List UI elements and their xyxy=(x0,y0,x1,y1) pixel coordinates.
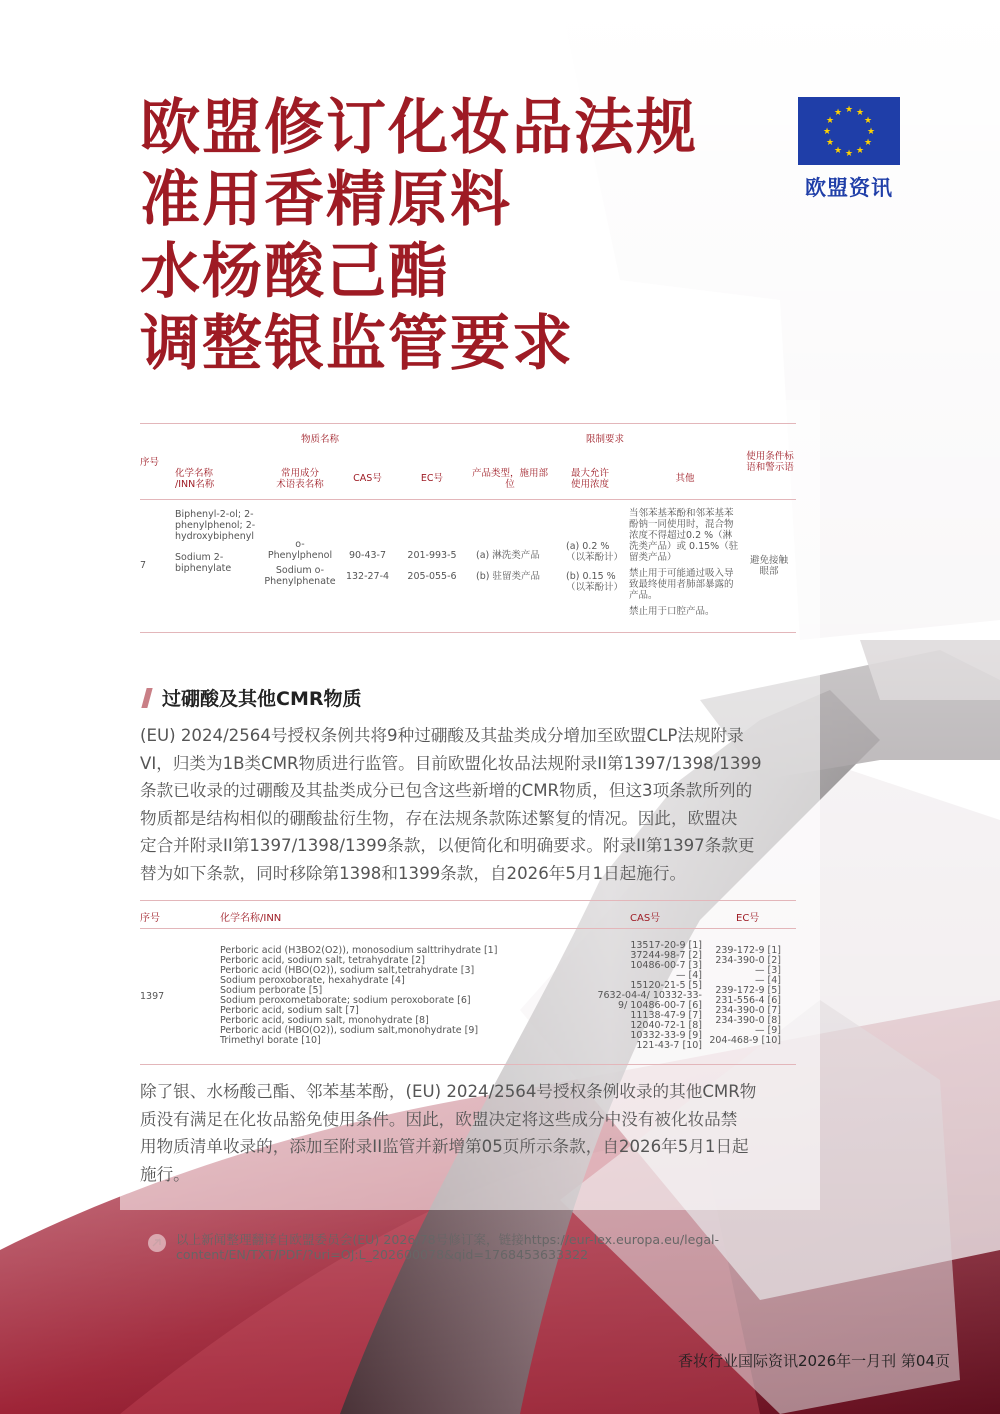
group-header-substance: 物质名称 xyxy=(300,434,339,445)
list-item: Sodium peroxometaborate; sodium peroxoborate [6] xyxy=(220,995,471,1006)
list-item: 10332-33-9 [9] xyxy=(630,1030,702,1041)
col-product-type: 产品类型，施用部 位 xyxy=(471,468,548,490)
svg-text:★: ★ xyxy=(866,127,876,137)
list-item: Perboric acid (HBO(O2)), sodium salt,tetrahydrate [3] xyxy=(220,965,475,976)
svg-text:★: ★ xyxy=(844,105,854,115)
list-item: Perboric acid (HBO(O2)), sodium salt,monohydrate [9] xyxy=(220,1025,479,1036)
col-common-name: 常用成分 术语表名称 xyxy=(276,468,324,490)
list-item: 234-390-0 [7] xyxy=(715,1005,781,1016)
row-ec: 201-993-5 205-055-6 xyxy=(407,550,457,582)
col-ec: EC号 xyxy=(736,913,760,924)
col-cas: CAS号 xyxy=(630,913,661,924)
eu-flag-icon xyxy=(798,97,900,165)
svg-text:★: ★ xyxy=(863,138,873,148)
title-line-4: 调整银监管要求 xyxy=(140,309,574,379)
table-rule xyxy=(140,499,796,500)
row-cas: 90-43-7 132-27-4 xyxy=(345,550,390,582)
col-conditions: 使用条件标 语和警示语 xyxy=(746,451,794,473)
section-title: 过硼酸及其他CMR物质 xyxy=(162,688,362,710)
row-serial: 7 xyxy=(140,560,147,571)
paragraph-1: (EU) 2024/2564号授权条例共将9种过硼酸及其盐类成分增加至欧盟CLP法规附录 VI，归类为1B类CMR物质进行监管。目前欧盟化妆品法规附录II第1397/1398/1399 条款已收录的过硼酸及其盐类成分已包含这些新增的CMR物质，但这3项条款所列的 物质都是结构相似的硼酸盐衍生物，存在法规条款陈述繁复的情况。因此，欧盟决 定合并附录II第1397/1398/1399条款，以便简化和明确要求。附录II第1397条款更 替为如下条款，同时移除第1398和1399条款，自2026年5月1日起施行。 xyxy=(140,726,762,883)
list-item: 10486-00-7 [3] xyxy=(630,960,702,971)
svg-text:★: ★ xyxy=(844,149,854,159)
table-rule xyxy=(140,900,796,901)
list-item: 37244-98-7 [2] xyxy=(630,950,702,961)
list-item: — [3] xyxy=(755,965,781,976)
row-serial: 1397 xyxy=(140,991,165,1002)
source-note: 以上新闻整理翻译自欧盟委员会(EU) 2026/78号修订案，链接https://eur-lex.europa.eu/legal- content/EN/TXT/PDF/?uri=OJ:L_202600078&qid=1768453633322 xyxy=(176,1232,720,1262)
list-item: Sodium peroxoborate, hexahydrate [4] xyxy=(220,975,405,986)
list-item: — [4] xyxy=(676,970,702,981)
list-item: 204-468-9 [10] xyxy=(709,1035,781,1046)
title-line-3: 水杨酸己酯 xyxy=(140,237,450,307)
list-item: 234-390-0 [8] xyxy=(715,1015,781,1026)
eu-news-label: 欧盟资讯 xyxy=(805,176,893,200)
ghost-label: 法规更新 xyxy=(676,301,773,326)
svg-text:★: ★ xyxy=(825,138,835,148)
page-footer: 香妆行业国际资讯2026年一月刊 第04页 xyxy=(677,1352,950,1370)
col-serial: 序号 xyxy=(140,913,160,924)
list-item: 239-172-9 [1] xyxy=(715,945,781,956)
list-item: — [4] xyxy=(755,975,781,986)
section-marker-icon xyxy=(141,688,152,708)
group-header-restriction: 限制要求 xyxy=(585,434,624,445)
list-item: 121-43-7 [10] xyxy=(636,1040,702,1051)
col-chem-name: 化学名称 /INN名称 xyxy=(175,468,215,490)
list-item: Perboric acid, sodium salt, monohydrate [8] xyxy=(220,1015,429,1026)
list-item: Trimethyl borate [10] xyxy=(220,1035,321,1046)
cas-list xyxy=(590,941,702,1051)
list-item: 9/ 10486-00-7 [6] xyxy=(618,1000,702,1011)
list-item: 239-172-9 [5] xyxy=(715,985,781,996)
row-common-name: o- Phenylphenol Sodium o- Phenylphenate xyxy=(264,539,336,587)
table-rule xyxy=(140,928,796,929)
col-cas: CAS号 xyxy=(353,473,382,484)
list-item: 13517-20-9 [1] xyxy=(630,940,702,951)
title-line-1: 欧盟修订化妆品法规 xyxy=(140,93,698,163)
table-rule xyxy=(140,423,796,424)
table-rule xyxy=(140,632,796,633)
perborate-table xyxy=(140,900,796,1066)
name-list xyxy=(220,946,497,1046)
list-item: 15120-21-5 [5] xyxy=(630,980,702,991)
col-ec: EC号 xyxy=(420,473,444,484)
paragraph-2: 除了银、水杨酸己酯、邻苯基苯酚，(EU) 2024/2564号授权条例收录的其他CMR物 质没有满足在化妆品豁免使用条件。因此，欧盟决定将这些成分中没有被化妆品禁 用物质清单收录的，添加至附录II监管并新增第05页所示条款，自2026年5月1日起 施行。 xyxy=(140,1082,757,1184)
svg-text:★: ★ xyxy=(822,127,832,137)
list-item: 11138-47-9 [7] xyxy=(630,1010,702,1021)
list-item: 12040-72-1 [8] xyxy=(630,1020,702,1031)
row-other: 当邻苯基苯酚和邻苯基苯 酚钠一同使用时，混合物 浓度不得超过0.2 %（淋 洗类产品）或 0.15%（驻 留类产品） 禁止用于可能通过吸入导 致最终使用者肺部暴露的 产品。 禁止用于口腔产品。 xyxy=(629,508,739,617)
link-icon xyxy=(146,1232,168,1258)
list-item: 7632-04-4/ 10332-33- xyxy=(597,990,702,1001)
col-chem-name: 化学名称/INN xyxy=(220,913,282,924)
list-item: Perboric acid, sodium salt [7] xyxy=(220,1005,359,1016)
svg-text:★: ★ xyxy=(855,108,865,118)
list-item: — [9] xyxy=(755,1025,781,1036)
col-max-conc: 最大允许 使用浓度 xyxy=(570,468,609,490)
svg-text:★: ★ xyxy=(855,146,865,156)
table-rule xyxy=(140,1064,796,1065)
col-other: 其他 xyxy=(675,473,695,484)
list-item: Sodium perborate [5] xyxy=(220,985,323,996)
ec-list xyxy=(705,946,781,1046)
svg-text:★: ★ xyxy=(825,116,835,126)
list-item: Perboric acid (H3BO2(O2)), monosodium salttrihydrate [1] xyxy=(220,945,498,956)
svg-text:★: ★ xyxy=(863,116,873,126)
list-item: 231-556-4 [6] xyxy=(715,995,781,1006)
svg-text:★: ★ xyxy=(833,108,843,118)
row-conditions: 避免接触 眼部 xyxy=(749,555,788,577)
row-max-conc: (a) 0.2 % （以苯酚计） (b) 0.15 % （以苯酚计） xyxy=(566,541,624,593)
restriction-table xyxy=(140,423,796,633)
row-product-type: (a) 淋洗类产品 (b) 驻留类产品 xyxy=(476,550,540,582)
col-serial: 序号 xyxy=(140,457,160,468)
list-item: 234-390-0 [2] xyxy=(715,955,781,966)
title-block xyxy=(140,92,698,380)
list-item: Perboric acid, sodium salt, tetrahydrate [2] xyxy=(220,955,425,966)
svg-text:★: ★ xyxy=(833,146,843,156)
title-line-2: 准用香精原料 xyxy=(140,165,512,235)
row-chem-name: Biphenyl-2-ol; 2- phenylphenol; 2- hydroxybiphenyl Sodium 2- biphenylate xyxy=(175,509,256,574)
section-heading xyxy=(140,684,361,711)
